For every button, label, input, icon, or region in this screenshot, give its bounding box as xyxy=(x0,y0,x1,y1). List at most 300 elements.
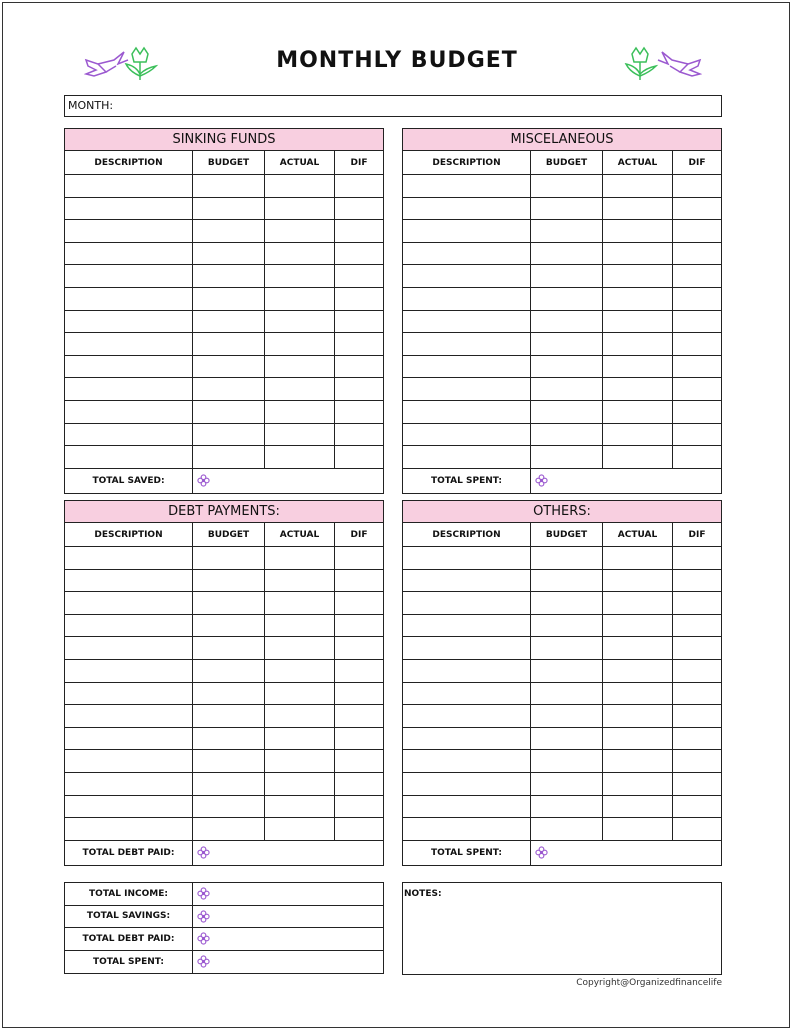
debt-payments-total-value[interactable] xyxy=(193,841,383,865)
dif-cell[interactable] xyxy=(335,311,383,333)
actual-cell[interactable] xyxy=(603,705,673,727)
flower-icon xyxy=(197,846,210,859)
actual-cell[interactable] xyxy=(603,615,673,637)
actual-cell[interactable] xyxy=(265,243,335,265)
actual-cell[interactable] xyxy=(265,446,335,468)
dif-cell[interactable] xyxy=(335,660,383,682)
dif-cell[interactable] xyxy=(673,773,721,795)
description-cell[interactable] xyxy=(65,356,193,378)
dif-cell[interactable] xyxy=(673,660,721,682)
dif-cell[interactable] xyxy=(335,570,383,592)
table-row xyxy=(403,705,721,728)
debt-payments-total-row xyxy=(65,841,383,865)
table-row xyxy=(65,333,383,356)
description-cell[interactable] xyxy=(65,446,193,468)
actual-cell[interactable] xyxy=(603,198,673,220)
budget-cell[interactable] xyxy=(531,311,603,333)
actual-cell[interactable] xyxy=(265,175,335,197)
notes-box[interactable] xyxy=(402,882,722,975)
others-heading: OTHERS: xyxy=(403,501,721,523)
description-cell[interactable] xyxy=(65,818,193,840)
description-cell[interactable] xyxy=(65,243,193,265)
column-budget: BUDGET xyxy=(531,151,603,174)
dif-cell[interactable] xyxy=(335,592,383,614)
budget-cell[interactable] xyxy=(193,378,265,400)
description-cell[interactable] xyxy=(403,333,531,355)
description-cell[interactable] xyxy=(403,683,531,705)
dif-cell[interactable] xyxy=(673,570,721,592)
actual-cell[interactable] xyxy=(603,446,673,468)
dif-cell[interactable] xyxy=(673,198,721,220)
table-row xyxy=(403,424,721,447)
budget-cell[interactable] xyxy=(193,333,265,355)
actual-cell[interactable] xyxy=(265,728,335,750)
budget-cell[interactable] xyxy=(531,265,603,287)
actual-cell[interactable] xyxy=(603,243,673,265)
budget-cell[interactable] xyxy=(193,773,265,795)
column-dif: DIF xyxy=(688,529,706,540)
description-cell[interactable] xyxy=(65,288,193,310)
actual-cell[interactable] xyxy=(265,220,335,242)
dif-cell[interactable] xyxy=(673,243,721,265)
dif-cell[interactable] xyxy=(673,818,721,840)
description-cell[interactable] xyxy=(403,818,531,840)
actual-cell[interactable] xyxy=(603,773,673,795)
description-cell[interactable] xyxy=(403,401,531,423)
budget-cell[interactable] xyxy=(531,683,603,705)
flower-icon xyxy=(197,955,210,968)
actual-cell[interactable] xyxy=(265,547,335,569)
table-row xyxy=(403,818,721,841)
summary-table xyxy=(64,882,384,974)
budget-cell[interactable] xyxy=(193,424,265,446)
description-cell[interactable] xyxy=(403,175,531,197)
dif-cell[interactable] xyxy=(673,288,721,310)
description-cell[interactable] xyxy=(65,378,193,400)
table-row xyxy=(403,220,721,243)
flower-icon xyxy=(535,846,548,859)
budget-cell[interactable] xyxy=(531,818,603,840)
budget-cell[interactable] xyxy=(193,547,265,569)
description-cell[interactable] xyxy=(403,615,531,637)
budget-cell[interactable] xyxy=(193,728,265,750)
table-row xyxy=(65,265,383,288)
dif-cell[interactable] xyxy=(673,356,721,378)
column-budget: BUDGET xyxy=(531,523,603,546)
actual-cell[interactable] xyxy=(265,615,335,637)
dif-cell[interactable] xyxy=(335,198,383,220)
dif-cell[interactable] xyxy=(673,547,721,569)
table-row xyxy=(65,175,383,198)
dif-cell[interactable] xyxy=(335,818,383,840)
table-row xyxy=(65,637,383,660)
miscellaneous-total-row xyxy=(403,469,721,493)
dif-cell[interactable] xyxy=(335,446,383,468)
dif-cell[interactable] xyxy=(335,637,383,659)
description-cell[interactable] xyxy=(65,570,193,592)
description-cell[interactable] xyxy=(65,615,193,637)
description-cell[interactable] xyxy=(65,592,193,614)
table-row xyxy=(403,265,721,288)
others-total-row xyxy=(403,841,721,865)
description-cell[interactable] xyxy=(65,333,193,355)
actual-cell[interactable] xyxy=(603,356,673,378)
table-row xyxy=(65,750,383,773)
actual-cell[interactable] xyxy=(265,705,335,727)
flower-icon xyxy=(535,474,548,487)
dif-cell[interactable] xyxy=(335,796,383,818)
actual-cell[interactable] xyxy=(265,660,335,682)
table-row xyxy=(403,637,721,660)
description-cell[interactable] xyxy=(65,750,193,772)
table-row xyxy=(65,660,383,683)
table-row xyxy=(403,446,721,469)
actual-cell[interactable] xyxy=(265,356,335,378)
dif-cell[interactable] xyxy=(673,728,721,750)
description-cell[interactable] xyxy=(403,637,531,659)
total-spent-value[interactable] xyxy=(193,951,383,974)
budget-cell[interactable] xyxy=(193,446,265,468)
budget-cell[interactable] xyxy=(193,683,265,705)
description-cell[interactable] xyxy=(65,773,193,795)
table-row xyxy=(65,615,383,638)
description-cell[interactable] xyxy=(403,796,531,818)
sinking-funds-total-label: TOTAL SAVED: xyxy=(65,469,193,493)
budget-cell[interactable] xyxy=(193,356,265,378)
total-debt-paid-value[interactable] xyxy=(193,928,383,950)
month-field[interactable] xyxy=(64,95,722,117)
description-cell[interactable] xyxy=(65,198,193,220)
description-cell[interactable] xyxy=(65,705,193,727)
table-row xyxy=(403,750,721,773)
actual-cell[interactable] xyxy=(603,378,673,400)
description-cell[interactable] xyxy=(65,683,193,705)
column-budget: BUDGET xyxy=(193,151,265,174)
notes-label: NOTES: xyxy=(404,889,442,899)
actual-cell[interactable] xyxy=(265,288,335,310)
sinking-funds-heading: SINKING FUNDS xyxy=(65,129,383,151)
budget-cell[interactable] xyxy=(531,660,603,682)
table-row xyxy=(403,660,721,683)
table-row xyxy=(65,570,383,593)
miscellaneous-total-value[interactable] xyxy=(531,469,721,493)
budget-cell[interactable] xyxy=(193,175,265,197)
dif-cell[interactable] xyxy=(673,637,721,659)
description-cell[interactable] xyxy=(403,424,531,446)
actual-cell[interactable] xyxy=(265,311,335,333)
actual-cell[interactable] xyxy=(603,750,673,772)
actual-cell[interactable] xyxy=(265,265,335,287)
table-row xyxy=(65,547,383,570)
column-dif: DIF xyxy=(350,157,368,168)
actual-cell[interactable] xyxy=(603,570,673,592)
description-cell[interactable] xyxy=(403,750,531,772)
table-row xyxy=(403,311,721,334)
table-row xyxy=(65,446,383,469)
budget-cell[interactable] xyxy=(531,198,603,220)
dif-cell[interactable] xyxy=(335,728,383,750)
budget-cell[interactable] xyxy=(193,705,265,727)
column-budget: BUDGET xyxy=(193,523,265,546)
budget-cell[interactable] xyxy=(193,570,265,592)
actual-cell[interactable] xyxy=(265,198,335,220)
description-cell[interactable] xyxy=(65,547,193,569)
column-description: DESCRIPTION xyxy=(65,523,193,546)
flower-icon xyxy=(197,474,210,487)
description-cell[interactable] xyxy=(403,356,531,378)
budget-cell[interactable] xyxy=(193,265,265,287)
description-cell[interactable] xyxy=(65,637,193,659)
dif-cell[interactable] xyxy=(673,592,721,614)
table-row xyxy=(403,401,721,424)
actual-cell[interactable] xyxy=(603,728,673,750)
budget-cell[interactable] xyxy=(531,705,603,727)
others-total-value[interactable] xyxy=(531,841,721,865)
budget-cell[interactable] xyxy=(531,750,603,772)
table-row xyxy=(65,288,383,311)
budget-cell[interactable] xyxy=(531,592,603,614)
description-cell[interactable] xyxy=(65,401,193,423)
dif-cell[interactable] xyxy=(673,796,721,818)
table-row xyxy=(65,592,383,615)
budget-cell[interactable] xyxy=(531,796,603,818)
miscellaneous-total-label: TOTAL SPENT: xyxy=(403,469,531,493)
budget-cell[interactable] xyxy=(193,637,265,659)
dif-cell[interactable] xyxy=(335,401,383,423)
table-row xyxy=(403,243,721,266)
budget-cell[interactable] xyxy=(531,333,603,355)
dif-cell[interactable] xyxy=(673,220,721,242)
dif-cell[interactable] xyxy=(335,243,383,265)
description-cell[interactable] xyxy=(403,378,531,400)
debt-payments-heading: DEBT PAYMENTS: xyxy=(65,501,383,523)
dif-cell[interactable] xyxy=(673,311,721,333)
budget-cell[interactable] xyxy=(193,311,265,333)
budget-cell[interactable] xyxy=(193,198,265,220)
actual-cell[interactable] xyxy=(265,796,335,818)
dif-cell[interactable] xyxy=(335,378,383,400)
table-row xyxy=(403,615,721,638)
dif-cell[interactable] xyxy=(335,333,383,355)
description-cell[interactable] xyxy=(403,265,531,287)
budget-cell[interactable] xyxy=(193,818,265,840)
column-actual: ACTUAL xyxy=(265,523,335,546)
description-cell[interactable] xyxy=(403,547,531,569)
sinking-funds-total-row xyxy=(65,469,383,493)
budget-cell[interactable] xyxy=(193,288,265,310)
budget-cell[interactable] xyxy=(531,401,603,423)
dif-cell[interactable] xyxy=(335,424,383,446)
budget-cell[interactable] xyxy=(531,220,603,242)
dif-cell[interactable] xyxy=(673,175,721,197)
dif-cell[interactable] xyxy=(335,175,383,197)
budget-cell[interactable] xyxy=(193,220,265,242)
actual-cell[interactable] xyxy=(265,570,335,592)
column-actual: ACTUAL xyxy=(603,151,673,174)
description-cell[interactable] xyxy=(65,265,193,287)
dif-cell[interactable] xyxy=(335,773,383,795)
dif-cell[interactable] xyxy=(673,401,721,423)
description-cell[interactable] xyxy=(403,705,531,727)
description-cell[interactable] xyxy=(403,288,531,310)
budget-cell[interactable] xyxy=(531,728,603,750)
budget-cell[interactable] xyxy=(531,637,603,659)
budget-cell[interactable] xyxy=(531,446,603,468)
table-row xyxy=(403,175,721,198)
actual-cell[interactable] xyxy=(265,333,335,355)
miscellaneous-heading: MISCELANEOUS xyxy=(403,129,721,151)
copyright-text: Copyright@Organizedfinancelife xyxy=(576,978,722,988)
summary-row-debt-paid xyxy=(65,928,383,951)
table-row xyxy=(403,356,721,379)
description-cell[interactable] xyxy=(403,728,531,750)
actual-cell[interactable] xyxy=(603,660,673,682)
description-cell[interactable] xyxy=(403,243,531,265)
month-label: MONTH: xyxy=(68,99,114,112)
total-income-label: TOTAL INCOME: xyxy=(65,883,193,905)
description-cell[interactable] xyxy=(65,660,193,682)
actual-cell[interactable] xyxy=(603,637,673,659)
description-cell[interactable] xyxy=(403,570,531,592)
actual-cell[interactable] xyxy=(603,818,673,840)
column-dif: DIF xyxy=(350,529,368,540)
description-cell[interactable] xyxy=(403,220,531,242)
dif-cell[interactable] xyxy=(673,750,721,772)
dif-cell[interactable] xyxy=(673,683,721,705)
actual-cell[interactable] xyxy=(603,547,673,569)
description-cell[interactable] xyxy=(403,446,531,468)
dif-cell[interactable] xyxy=(673,446,721,468)
budget-cell[interactable] xyxy=(193,660,265,682)
dif-cell[interactable] xyxy=(335,220,383,242)
table-row xyxy=(65,401,383,424)
description-cell[interactable] xyxy=(403,660,531,682)
table-row xyxy=(65,728,383,751)
actual-cell[interactable] xyxy=(603,333,673,355)
dif-cell[interactable] xyxy=(335,683,383,705)
budget-cell[interactable] xyxy=(531,175,603,197)
budget-cell[interactable] xyxy=(531,547,603,569)
actual-cell[interactable] xyxy=(265,378,335,400)
table-row xyxy=(403,288,721,311)
budget-cell[interactable] xyxy=(193,243,265,265)
budget-cell[interactable] xyxy=(531,243,603,265)
actual-cell[interactable] xyxy=(265,818,335,840)
budget-cell[interactable] xyxy=(531,288,603,310)
dif-cell[interactable] xyxy=(673,615,721,637)
actual-cell[interactable] xyxy=(603,311,673,333)
actual-cell[interactable] xyxy=(603,175,673,197)
description-cell[interactable] xyxy=(65,796,193,818)
actual-cell[interactable] xyxy=(603,265,673,287)
total-income-value[interactable] xyxy=(193,883,383,905)
description-cell[interactable] xyxy=(403,592,531,614)
budget-cell[interactable] xyxy=(531,424,603,446)
table-row xyxy=(403,796,721,819)
description-cell[interactable] xyxy=(65,311,193,333)
actual-cell[interactable] xyxy=(603,796,673,818)
flower-icon xyxy=(197,910,210,923)
description-cell[interactable] xyxy=(65,220,193,242)
sinking-funds-section xyxy=(64,128,384,494)
debt-payments-section xyxy=(64,500,384,866)
actual-cell[interactable] xyxy=(603,288,673,310)
summary-row-savings xyxy=(65,906,383,929)
dif-cell[interactable] xyxy=(335,705,383,727)
actual-cell[interactable] xyxy=(265,773,335,795)
budget-cell[interactable] xyxy=(193,796,265,818)
budget-cell[interactable] xyxy=(531,356,603,378)
table-row xyxy=(403,333,721,356)
table-row xyxy=(403,378,721,401)
dif-cell[interactable] xyxy=(335,750,383,772)
column-headers xyxy=(403,151,721,175)
actual-cell[interactable] xyxy=(603,683,673,705)
total-savings-value[interactable] xyxy=(193,906,383,928)
budget-cell[interactable] xyxy=(531,570,603,592)
sinking-funds-total-value[interactable] xyxy=(193,469,383,493)
actual-cell[interactable] xyxy=(265,683,335,705)
table-row xyxy=(403,683,721,706)
summary-row-spent xyxy=(65,951,383,974)
total-spent-label: TOTAL SPENT: xyxy=(65,951,193,974)
actual-cell[interactable] xyxy=(603,401,673,423)
budget-cell[interactable] xyxy=(193,592,265,614)
actual-cell[interactable] xyxy=(265,401,335,423)
dif-cell[interactable] xyxy=(673,265,721,287)
budget-cell[interactable] xyxy=(193,615,265,637)
total-savings-label: TOTAL SAVINGS: xyxy=(65,906,193,928)
description-cell[interactable] xyxy=(65,424,193,446)
dif-cell[interactable] xyxy=(335,265,383,287)
dif-cell[interactable] xyxy=(673,378,721,400)
table-row xyxy=(65,243,383,266)
total-debt-paid-label: TOTAL DEBT PAID: xyxy=(65,928,193,950)
actual-cell[interactable] xyxy=(265,424,335,446)
table-row xyxy=(65,818,383,841)
dif-cell[interactable] xyxy=(335,615,383,637)
summary-row-income xyxy=(65,883,383,906)
dif-cell[interactable] xyxy=(673,424,721,446)
description-cell[interactable] xyxy=(403,198,531,220)
actual-cell[interactable] xyxy=(265,750,335,772)
dif-cell[interactable] xyxy=(335,288,383,310)
table-row xyxy=(65,683,383,706)
budget-cell[interactable] xyxy=(193,401,265,423)
actual-cell[interactable] xyxy=(265,592,335,614)
budget-cell[interactable] xyxy=(531,615,603,637)
budget-cell[interactable] xyxy=(193,750,265,772)
actual-cell[interactable] xyxy=(603,592,673,614)
description-cell[interactable] xyxy=(65,175,193,197)
description-cell[interactable] xyxy=(65,728,193,750)
flower-icon xyxy=(197,932,210,945)
budget-cell[interactable] xyxy=(531,773,603,795)
actual-cell[interactable] xyxy=(265,637,335,659)
dif-cell[interactable] xyxy=(335,356,383,378)
table-row xyxy=(403,773,721,796)
budget-cell[interactable] xyxy=(531,378,603,400)
dif-cell[interactable] xyxy=(673,705,721,727)
dif-cell[interactable] xyxy=(673,333,721,355)
description-cell[interactable] xyxy=(403,773,531,795)
actual-cell[interactable] xyxy=(603,220,673,242)
column-headers xyxy=(65,523,383,547)
actual-cell[interactable] xyxy=(603,424,673,446)
dif-cell[interactable] xyxy=(335,547,383,569)
description-cell[interactable] xyxy=(403,311,531,333)
table-row xyxy=(65,311,383,334)
